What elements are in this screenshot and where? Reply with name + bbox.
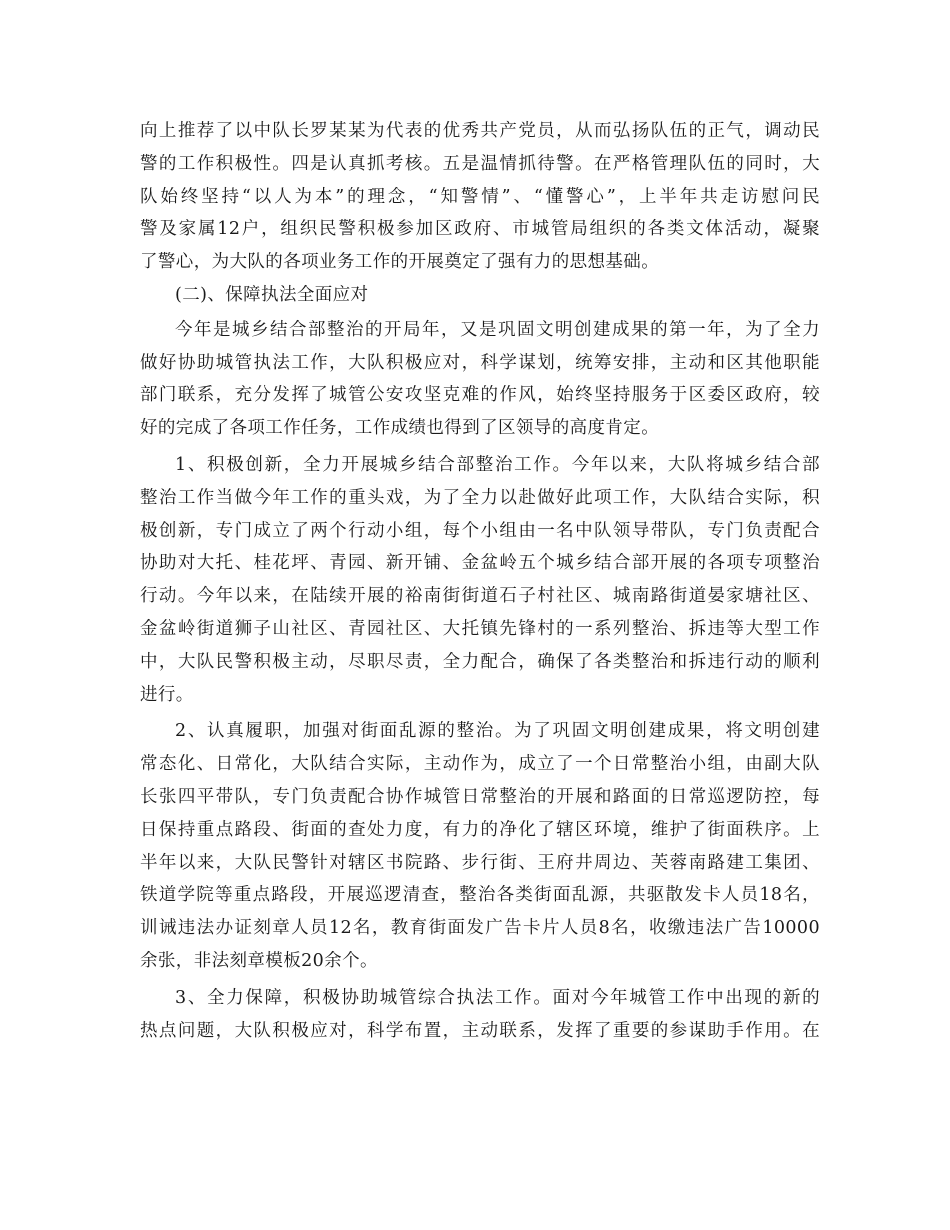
text-line: 训诫违法办证刻章人员12名，教育街面发广告卡片人员8名，收缴违法广告10000	[140, 918, 820, 939]
text-line: (二)、保障执法全面应对	[175, 285, 369, 305]
text-line: 做好协助城管执法工作，大队积极应对，科学谋划，统筹安排，主动和区其他职能	[140, 352, 820, 373]
text-line: 好的完成了各项工作任务，工作成绩也得到了区领导的高度肯定。	[140, 418, 660, 439]
text-line: 警及家属12户，组织民警积极参加区政府、市城管局组织的各类文体活动，凝聚	[140, 219, 820, 240]
text-line: 进行。	[140, 684, 194, 705]
text-line: 长张四平带队，专门负责配合协作城管日常整治的开展和路面的日常巡逻防控，每	[140, 787, 820, 807]
text-line: 了警心，为大队的各项业务工作的开展奠定了强有力的思想基础。	[140, 252, 660, 273]
text-line: 行动。今年以来，在陆续开展的裕南街街道石子村社区、城南路街道晏家塘社区、	[140, 586, 820, 607]
text-line: 整治工作当做今年工作的重头戏，为了全力以赴做好此项工作，大队结合实际，积	[140, 487, 820, 508]
text-line: 极创新，专门成立了两个行动小组，每个小组由一名中队领导带队，专门负责配合	[140, 520, 820, 541]
text-line: 余张，非法刻章模板20余个。	[140, 951, 378, 971]
text-line: 警的工作积极性。四是认真抓考核。五是温情抓待警。在严格管理队伍的同时，大	[140, 153, 820, 174]
text-line: 3、全力保障，积极协助城管综合执法工作。面对今年城管工作中出现的新的	[175, 987, 820, 1008]
text-line: 常态化、日常化，大队结合实际，主动作为，成立了一个日常整治小组，由副大队	[140, 754, 820, 775]
text-line: 向上推荐了以中队长罗某某为代表的优秀共产党员，从而弘扬队伍的正气，调动民	[140, 121, 820, 141]
text-line: 今年是城乡结合部整治的开局年，又是巩固文明创建成果的第一年，为了全力	[175, 319, 820, 340]
text-line: 协助对大托、桂花坪、青园、新开铺、金盆岭五个城乡结合部开展的各项专项整治	[140, 553, 820, 574]
text-line: 1、积极创新，全力开展城乡结合部整治工作。今年以来，大队将城乡结合部	[175, 455, 820, 475]
text-line: 铁道学院等重点路段，开展巡逻清查，整治各类街面乱源，共驱散发卡人员18名，	[140, 885, 820, 906]
text-line: 热点问题，大队积极应对，科学布置，主动联系，发挥了重要的参谋助手作用。在	[140, 1020, 820, 1041]
text-line: 队始终坚持“以人为本”的理念，“知警情”、“懂警心”，上半年共走访慰问民	[140, 186, 820, 207]
text-line: 2、认真履职，加强对街面乱源的整治。为了巩固文明创建成果，将文明创建	[175, 721, 820, 742]
text-line: 金盆岭街道狮子山社区、青园社区、大托镇先锋村的一系列整治、拆违等大型工作	[140, 619, 820, 639]
text-line: 日保持重点路段、街面的查处力度，有力的净化了辖区环境，维护了街面秩序。上	[140, 819, 820, 840]
text-line: 中，大队民警积极主动，尽职尽责，全力配合，确保了各类整治和拆违行动的顺利	[140, 651, 820, 672]
text-line: 半年以来，大队民警针对辖区书院路、步行街、王府井周边、芙蓉南路建工集团、	[140, 852, 820, 873]
text-line: 部门联系，充分发挥了城管公安攻坚克难的作风，始终坚持服务于区委区政府，较	[140, 385, 820, 406]
